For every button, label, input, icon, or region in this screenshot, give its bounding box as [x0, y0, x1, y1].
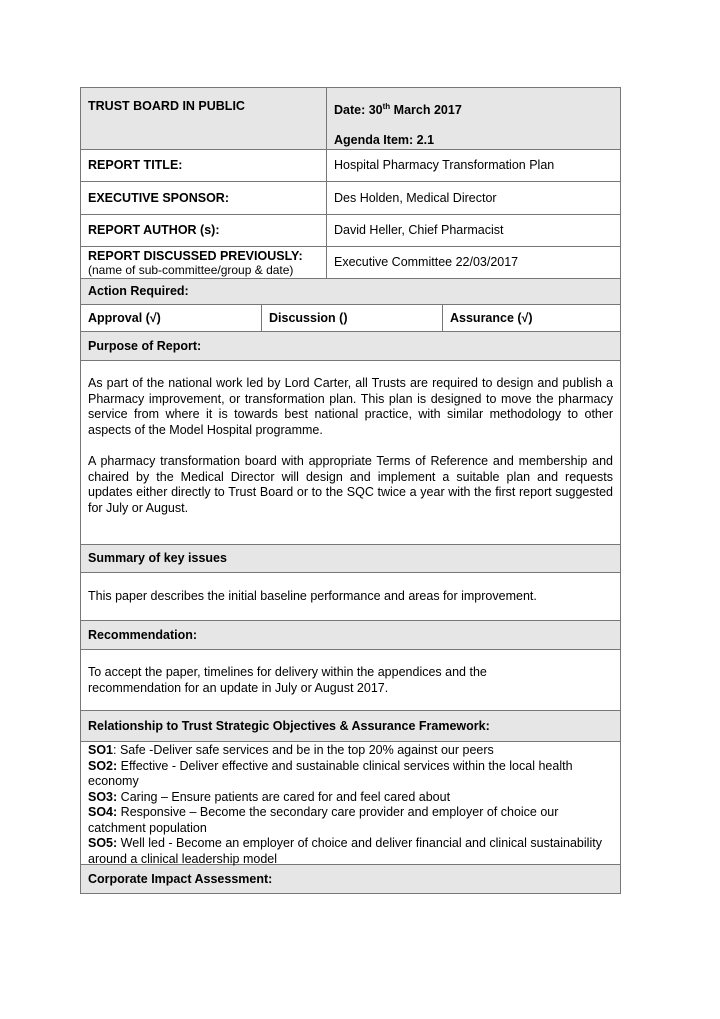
recommendation-body-row: [81, 650, 620, 711]
meeting-title: TRUST BOARD IN PUBLIC: [88, 99, 245, 113]
action-required-row: [81, 279, 620, 305]
field-label: REPORT TITLE:: [88, 158, 183, 172]
report-cover-table: [80, 87, 621, 894]
field-label: REPORT DISCUSSED PREVIOUSLY:: [88, 248, 303, 263]
objective-item: SO3: Caring – Ensure patients are cared for and feel cared about: [88, 789, 451, 804]
field-label: REPORT AUTHOR (s):: [88, 223, 220, 237]
agenda-item: Agenda Item: 2.1: [334, 133, 435, 147]
summary-heading-row: [81, 545, 620, 573]
option-discussion: Discussion (): [261, 305, 442, 331]
purpose-body-row: [81, 361, 620, 545]
field-value: David Heller, Chief Pharmacist: [334, 223, 504, 237]
field-value: Des Holden, Medical Director: [334, 190, 497, 205]
report-author-row: [81, 215, 620, 247]
action-options-row: [81, 305, 620, 332]
report-title-row: [81, 150, 620, 182]
section-heading: Summary of key issues: [88, 551, 227, 565]
field-value: Executive Committee 22/03/2017: [334, 255, 519, 269]
objectives-body-row: [81, 742, 620, 865]
objective-item: SO5: Well led - Become an employer of choice and deliver financial and clinical sustainability around a clinical leadership model: [88, 836, 602, 866]
recommendation-heading-row: [81, 621, 620, 650]
objective-item: SO4: Responsive – Become the secondary care provider and employer of choice our catchment population: [88, 805, 559, 835]
recommendation-text: To accept the paper, timelines for delivery within the appendices and the: [88, 665, 487, 679]
field-sublabel: (name of sub-committee/group & date): [88, 262, 294, 277]
summary-body-row: [81, 573, 620, 621]
option-approval: Approval (√): [88, 310, 161, 325]
purpose-paragraph: A pharmacy transformation board with appropriate Terms of Reference and membership and chaired by the Medical Director will design and implement a suitable plan and requests updates either directly to Trust Board or to the SQC twice a year with the first report suggested for July or August.: [88, 454, 613, 515]
objective-item: SO1: Safe -Deliver safe services and be in the top 20% against our peers: [88, 743, 494, 757]
section-heading: Corporate Impact Assessment:: [88, 871, 273, 886]
objectives-heading-row: [81, 711, 620, 742]
option-assurance: Assurance (√): [442, 305, 620, 331]
discussed-previously-row: [81, 247, 620, 279]
executive-sponsor-row: [81, 182, 620, 215]
impact-heading-row: [81, 865, 620, 894]
section-heading: Purpose of Report:: [88, 338, 202, 353]
summary-text: This paper describes the initial baseline performance and areas for improvement.: [88, 589, 537, 603]
section-heading: Relationship to Trust Strategic Objectives & Assurance Framework:: [88, 718, 490, 733]
purpose-heading-row: [81, 332, 620, 361]
purpose-paragraph: As part of the national work led by Lord Carter, all Trusts are required to design and publish a Pharmacy improvement, or transformation plan. This plan is designed to move the pharmacy service from where it is towards best national practice, with similar methodology to other aspects of the Model Hospital programme.: [88, 376, 613, 437]
field-value: Hospital Pharmacy Transformation Plan: [334, 158, 555, 172]
meeting-date: Date: 30th March 2017: [334, 101, 462, 117]
field-label: EXECUTIVE SPONSOR:: [88, 190, 229, 205]
section-heading: Action Required:: [88, 284, 189, 298]
section-heading: Recommendation:: [88, 627, 198, 642]
recommendation-text: recommendation for an update in July or August 2017.: [88, 681, 389, 695]
objective-item: SO2: Effective - Deliver effective and sustainable clinical services within the local health economy: [88, 758, 573, 788]
header-row: [81, 88, 620, 150]
